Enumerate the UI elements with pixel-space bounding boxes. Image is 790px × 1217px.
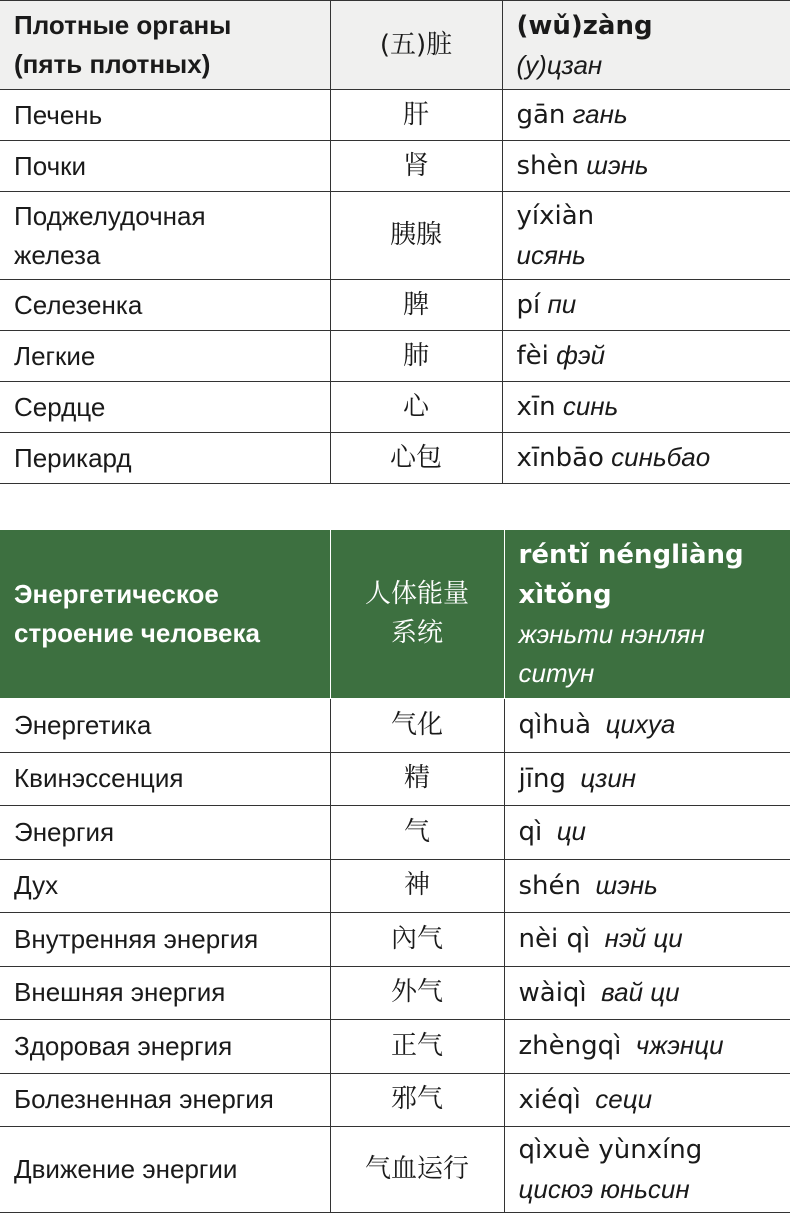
transcription: шэнь xyxy=(586,150,649,180)
cell-russian: Внутренняя энергия xyxy=(0,913,330,967)
cell-russian-line1: Поджелудочная xyxy=(14,200,206,231)
transcription: пи xyxy=(547,289,577,319)
header-transcription-line1: жэньти нэнлян xyxy=(518,619,705,649)
pinyin: yíxiàn xyxy=(516,201,595,231)
header-pinyin xyxy=(502,1,790,90)
cell-chinese: 脾 xyxy=(330,280,502,331)
transcription: синь xyxy=(562,391,619,421)
energy-structure-table xyxy=(0,530,790,1213)
table-row xyxy=(0,1073,790,1127)
header-pinyin-text: (wǔ)zàng xyxy=(516,10,653,41)
cell-chinese: 气血运行 xyxy=(330,1127,504,1213)
cell-pinyin xyxy=(504,1020,790,1074)
transcription: нэй ци xyxy=(604,923,683,954)
cell-chinese: 肝 xyxy=(330,90,502,141)
transcription: фэй xyxy=(556,340,606,370)
header-energy-line2: строение человека xyxy=(14,618,260,648)
header-chinese xyxy=(330,530,504,699)
pinyin: wàiqì xyxy=(518,977,587,1008)
pinyin: qì xyxy=(518,817,543,848)
cell-chinese: 邪气 xyxy=(330,1073,504,1127)
pinyin: fèi xyxy=(516,341,549,371)
cell-chinese: 心包 xyxy=(330,433,502,484)
header-organs-line2: (пять плотных) xyxy=(14,49,211,79)
cell-chinese: 肾 xyxy=(330,141,502,192)
cell-pinyin xyxy=(504,913,790,967)
cell-pinyin xyxy=(502,141,790,192)
table-row xyxy=(0,433,790,484)
pinyin: zhèngqì xyxy=(518,1031,622,1062)
header-chinese: (五)脏 xyxy=(330,1,502,90)
cell-pinyin xyxy=(504,699,790,753)
cell-russian: Почки xyxy=(0,141,330,192)
cell-pinyin xyxy=(502,192,790,280)
cell-chinese: 內气 xyxy=(330,913,504,967)
table-row xyxy=(0,331,790,382)
cell-russian: Болезненная энергия xyxy=(0,1073,330,1127)
table-row xyxy=(0,1127,790,1213)
header-chinese-line2: 系统 xyxy=(390,618,443,648)
cell-pinyin xyxy=(504,806,790,860)
cell-russian: Энергетика xyxy=(0,699,330,753)
table-row xyxy=(0,192,790,280)
cell-russian: Внешняя энергия xyxy=(0,966,330,1020)
cell-russian: Дух xyxy=(0,859,330,913)
transcription: цисюэ юньсин xyxy=(518,1174,690,1204)
cell-russian: Печень xyxy=(0,90,330,141)
pinyin: qìxuè yùnxíng xyxy=(518,1135,703,1165)
transcription: цихуа xyxy=(605,709,676,740)
solid-organs-table xyxy=(0,0,790,484)
cell-chinese: 肺 xyxy=(330,331,502,382)
cell-pinyin xyxy=(502,280,790,331)
transcription: шэнь xyxy=(595,869,658,900)
cell-chinese: 正气 xyxy=(330,1020,504,1074)
cell-chinese: 外气 xyxy=(330,966,504,1020)
cell-chinese: 精 xyxy=(330,752,504,806)
table-row xyxy=(0,382,790,433)
cell-russian: Квинэссенция xyxy=(0,752,330,806)
cell-pinyin xyxy=(504,966,790,1020)
cell-russian: Движение энергии xyxy=(0,1127,330,1213)
pinyin: shèn xyxy=(516,151,579,181)
table-row xyxy=(0,966,790,1020)
transcription: чжэнци xyxy=(635,1030,724,1061)
table-row xyxy=(0,806,790,860)
pinyin: xīn xyxy=(516,392,556,422)
transcription: ци xyxy=(556,816,587,847)
cell-russian: Легкие xyxy=(0,331,330,382)
pinyin: pí xyxy=(516,290,541,320)
header-organs-line1: Плотные органы xyxy=(14,10,232,40)
cell-russian: Энергия xyxy=(0,806,330,860)
cell-russian: Селезенка xyxy=(0,280,330,331)
table-row xyxy=(0,752,790,806)
table-row xyxy=(0,913,790,967)
table-row xyxy=(0,699,790,753)
transcription: сеци xyxy=(595,1083,653,1114)
header-pinyin-line1: réntǐ néngliàng xyxy=(518,540,744,570)
cell-pinyin xyxy=(504,859,790,913)
pinyin: xīnbāo xyxy=(516,443,604,473)
cell-pinyin xyxy=(502,382,790,433)
transcription: цзин xyxy=(580,762,637,793)
cell-russian: Сердце xyxy=(0,382,330,433)
pinyin: gān xyxy=(516,100,566,130)
table-row xyxy=(0,141,790,192)
transcription: вай ци xyxy=(601,976,680,1007)
cell-pinyin xyxy=(504,1073,790,1127)
header-transcription-text: (у)цзан xyxy=(516,49,603,80)
transcription: синьбао xyxy=(611,442,711,472)
header-pinyin xyxy=(504,530,790,699)
cell-russian: Здоровая энергия xyxy=(0,1020,330,1074)
cell-pinyin xyxy=(502,433,790,484)
cell-russian: Перикард xyxy=(0,433,330,484)
transcription: гань xyxy=(572,99,628,129)
header-transcription-line2: ситун xyxy=(518,658,595,688)
cell-pinyin xyxy=(504,752,790,806)
pinyin: qìhuà xyxy=(518,710,592,741)
transcription: исянь xyxy=(516,240,586,270)
header-organs xyxy=(0,1,330,90)
pinyin: xiéqì xyxy=(518,1084,581,1115)
cell-chinese: 气 xyxy=(330,806,504,860)
header-energy-line1: Энергетическое xyxy=(14,579,219,609)
table-row xyxy=(0,1020,790,1074)
table-row xyxy=(0,90,790,141)
pinyin: shén xyxy=(518,870,581,901)
pinyin: nèi qì xyxy=(518,924,591,955)
table-row xyxy=(0,280,790,331)
table-row xyxy=(0,859,790,913)
cell-chinese: 心 xyxy=(330,382,502,433)
cell-russian-line2: железа xyxy=(14,239,101,270)
table-header-row xyxy=(0,1,790,90)
header-chinese-line1: 人体能量 xyxy=(364,579,469,609)
header-energy-structure xyxy=(0,530,330,699)
cell-chinese: 神 xyxy=(330,859,504,913)
header-pinyin-line2: xìtǒng xyxy=(518,580,612,610)
cell-pinyin xyxy=(502,331,790,382)
cell-pinyin xyxy=(502,90,790,141)
cell-pinyin xyxy=(504,1127,790,1213)
cell-chinese: 胰腺 xyxy=(330,192,502,280)
table-header-row xyxy=(0,530,790,699)
cell-russian xyxy=(0,192,330,280)
cell-chinese: 气化 xyxy=(330,699,504,753)
pinyin: jīng xyxy=(518,763,566,794)
